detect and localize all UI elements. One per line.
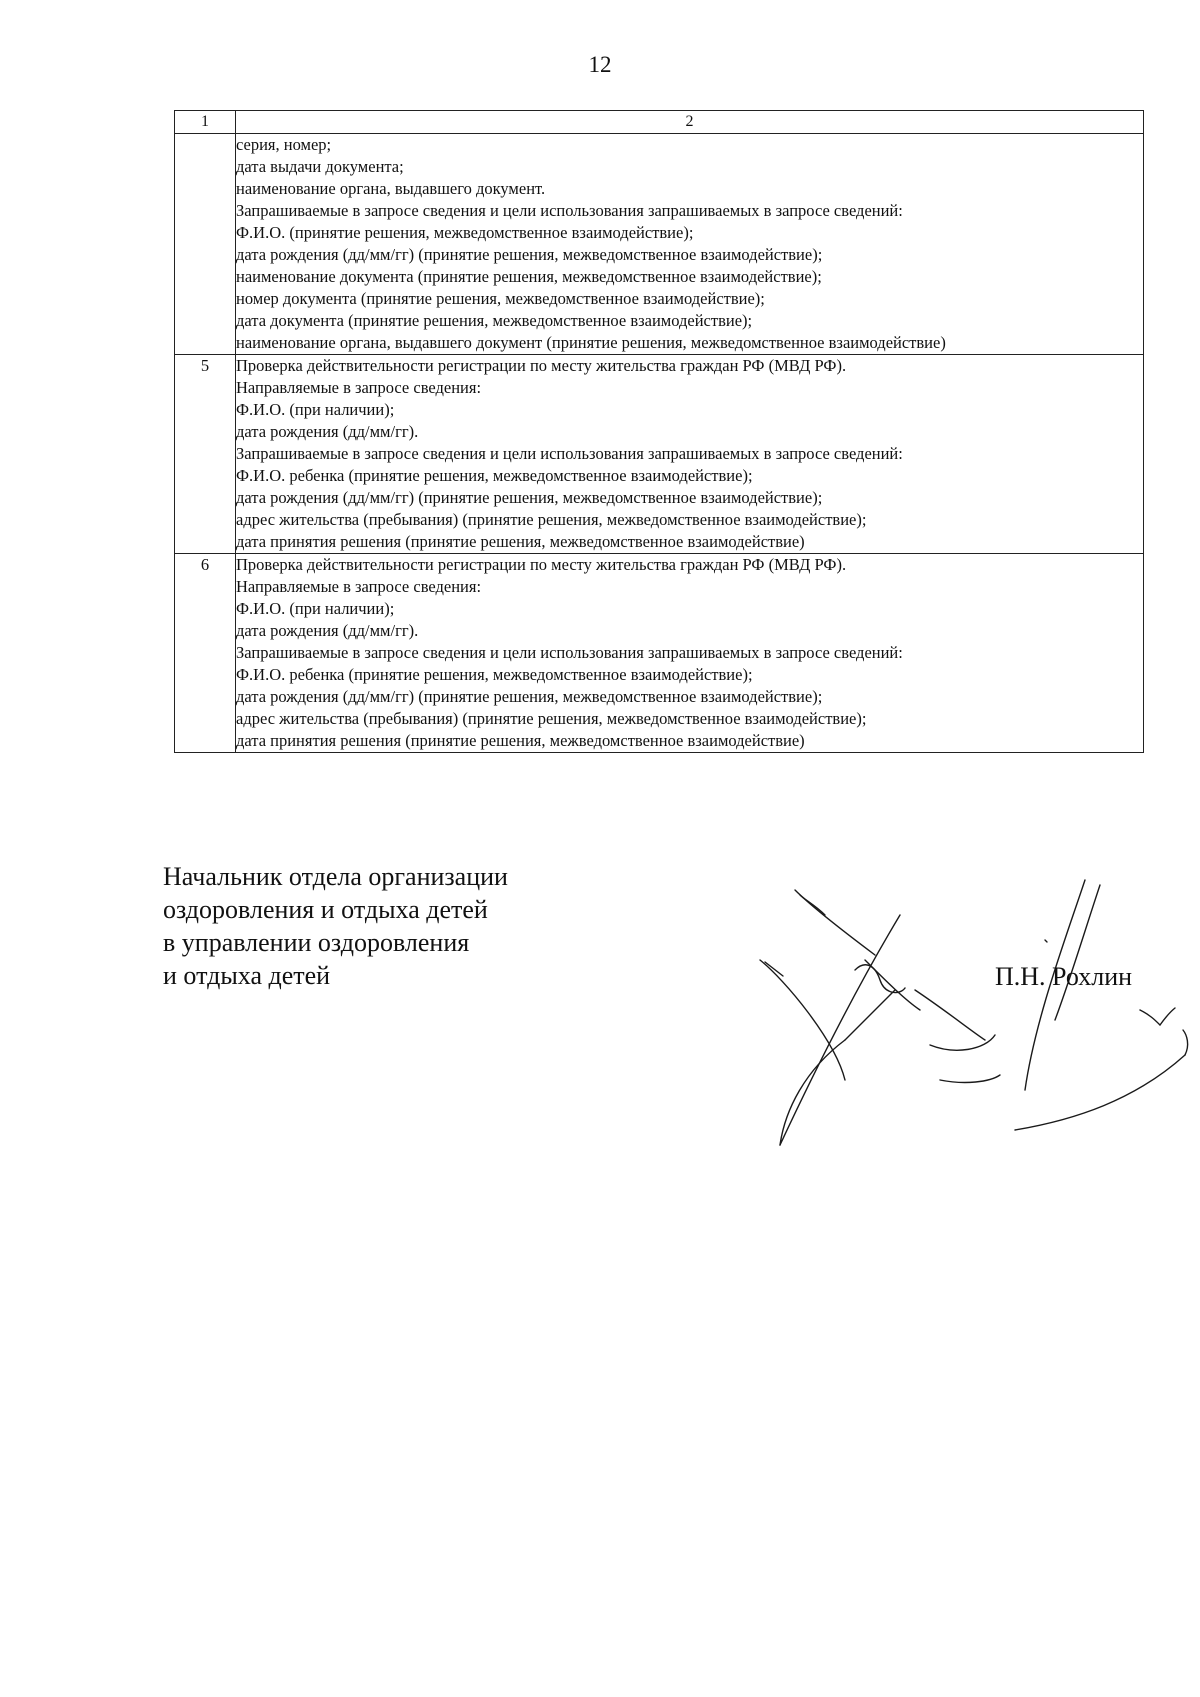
signer-position-line: оздоровления и отдыха детей (163, 895, 488, 924)
row-line: Запрашиваемые в запросе сведения и цели использования запрашиваемых в запросе сведений: (236, 643, 903, 662)
table-header-row (175, 111, 1144, 134)
table-row (175, 134, 1144, 355)
row-line: Проверка действительности регистрации по месту жительства граждан РФ (МВД РФ). (236, 555, 847, 574)
row-line: Ф.И.О. ребенка (принятие решения, межведомственное взаимодействие); (236, 665, 753, 684)
row-content (236, 134, 1144, 355)
signer-position-line: в управлении оздоровления (163, 928, 470, 957)
row-line: адрес жительства (пребывания) (принятие решения, межведомственное взаимодействие); (236, 510, 867, 529)
row-line: дата рождения (дд/мм/гг) (принятие решения, межведомственное взаимодействие); (236, 488, 823, 507)
row-line: Ф.И.О. (при наличии); (236, 599, 395, 618)
row-line: номер документа (принятие решения, межведомственное взаимодействие); (236, 289, 765, 308)
row-line: Направляемые в запросе сведения: (236, 378, 482, 397)
row-line: Запрашиваемые в запросе сведения и цели использования запрашиваемых в запросе сведений: (236, 201, 903, 220)
row-line: адрес жительства (пребывания) (принятие решения, межведомственное взаимодействие); (236, 709, 867, 728)
row-line: наименование документа (принятие решения, межведомственное взаимодействие); (236, 267, 822, 286)
row-line: наименование органа, выдавшего документ (принятие решения, межведомственное взаимодействие) (236, 333, 946, 352)
row-line: Проверка действительности регистрации по месту жительства граждан РФ (МВД РФ). (236, 356, 847, 375)
row-line: Ф.И.О. (при наличии); (236, 400, 395, 419)
table-header-cell-1: 1 (175, 111, 236, 134)
row-line: Ф.И.О. (принятие решения, межведомственное взаимодействие); (236, 223, 694, 242)
row-line: дата рождения (дд/мм/гг). (236, 422, 419, 441)
table-row (175, 355, 1144, 554)
table-header-cell-2: 2 (236, 111, 1144, 134)
page-number: 12 (588, 52, 612, 77)
row-line: дата рождения (дд/мм/гг) (принятие решения, межведомственное взаимодействие); (236, 687, 823, 706)
row-number (175, 134, 236, 355)
row-line: дата рождения (дд/мм/гг). (236, 621, 419, 640)
signer-position (163, 860, 508, 992)
row-line: Запрашиваемые в запросе сведения и цели использования запрашиваемых в запросе сведений: (236, 444, 903, 463)
row-line: дата выдачи документа; (236, 157, 404, 176)
signer-name: П.Н. Рохлин (995, 962, 1133, 991)
row-line: Ф.И.О. ребенка (принятие решения, межведомственное взаимодействие); (236, 466, 753, 485)
row-number: 5 (175, 355, 236, 554)
row-line: дата рождения (дд/мм/гг) (принятие решения, межведомственное взаимодействие); (236, 245, 823, 264)
row-line: Направляемые в запросе сведения: (236, 577, 482, 596)
row-number: 6 (175, 554, 236, 753)
handwritten-signature (755, 870, 1195, 1150)
row-line: дата принятия решения (принятие решения, межведомственное взаимодействие) (236, 731, 805, 750)
signer-position-line: и отдыха детей (163, 961, 331, 990)
requests-table (174, 110, 1144, 753)
row-line: серия, номер; (236, 135, 332, 154)
table-row (175, 554, 1144, 753)
row-line: наименование органа, выдавшего документ. (236, 179, 546, 198)
row-line: дата документа (принятие решения, межведомственное взаимодействие); (236, 311, 753, 330)
signer-position-line: Начальник отдела организации (163, 862, 508, 891)
row-content (236, 554, 1144, 753)
row-line: дата принятия решения (принятие решения, межведомственное взаимодействие) (236, 532, 805, 551)
row-content (236, 355, 1144, 554)
